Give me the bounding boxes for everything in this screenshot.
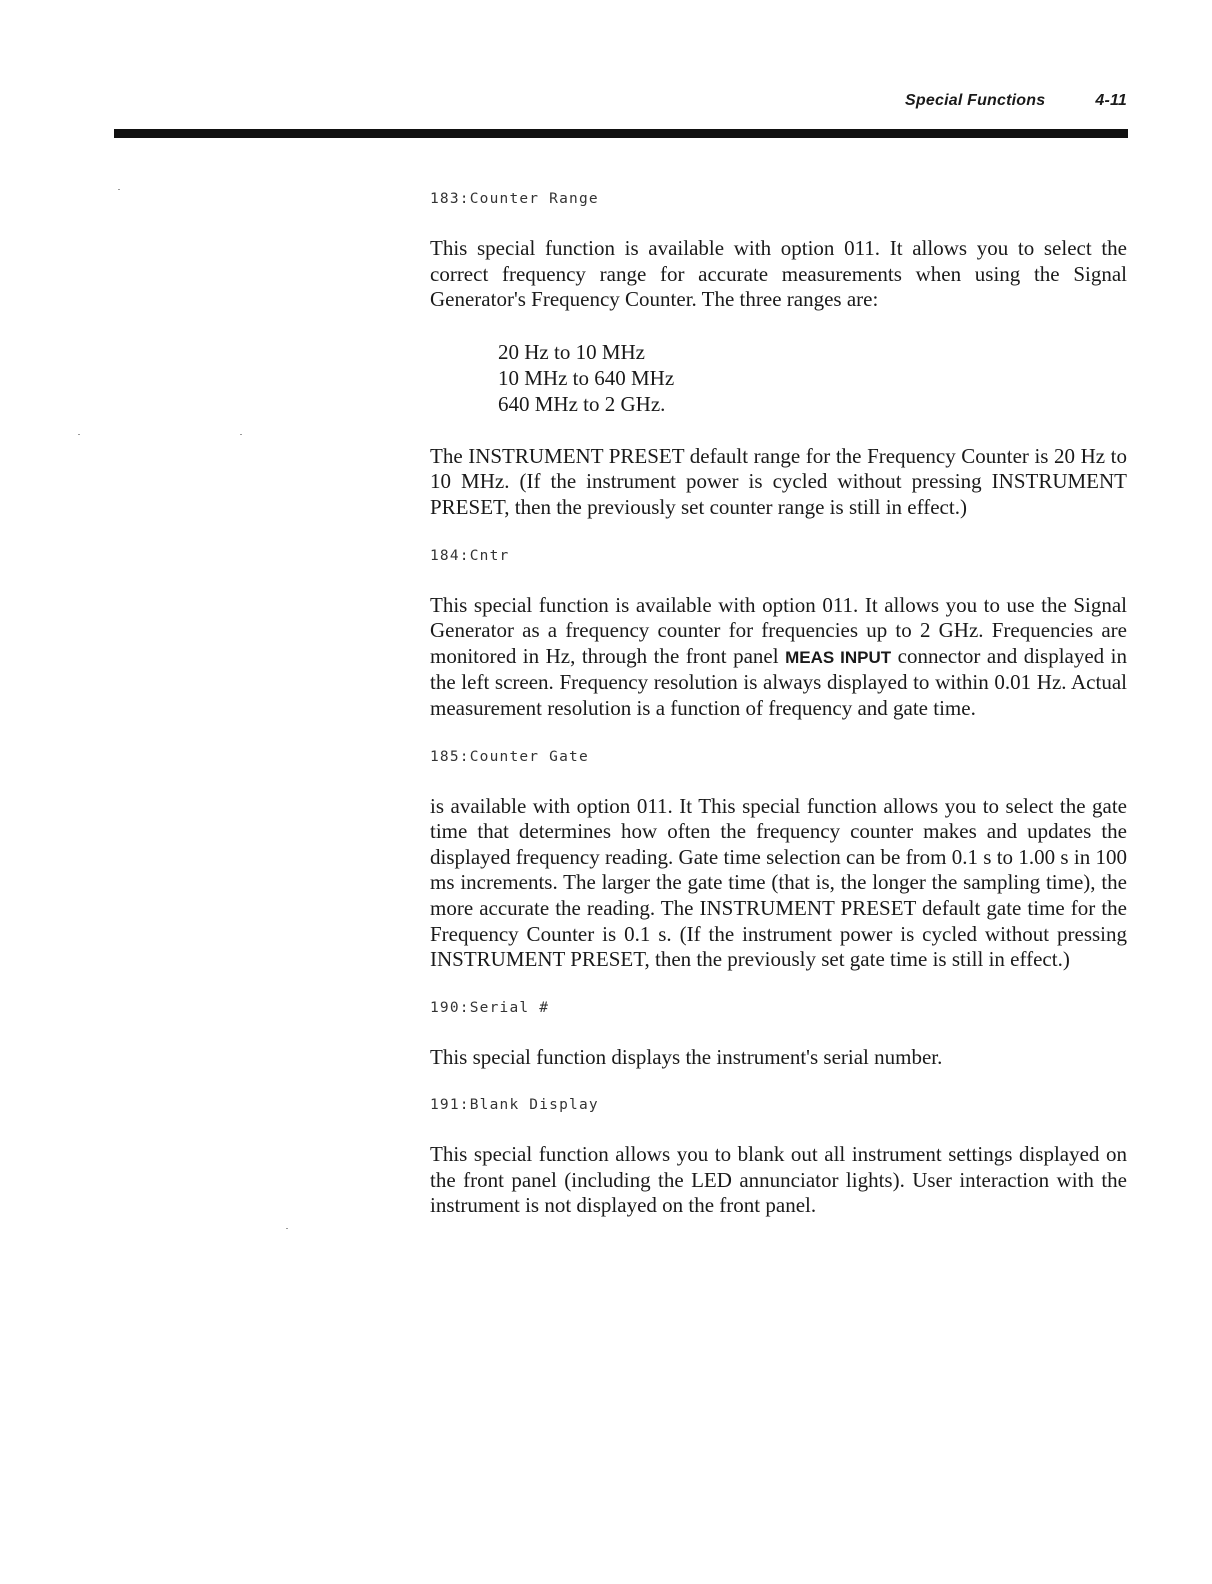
- meas-input-label: MEAS INPUT: [785, 647, 892, 667]
- header-rule: [114, 129, 1128, 138]
- page-number: 4-11: [1095, 92, 1127, 109]
- document-body: [430, 189, 1127, 1219]
- function-code-190: 190:Serial #: [430, 999, 550, 1016]
- function-code-184: 184:Cntr: [430, 547, 510, 564]
- paragraph-184-part2: connector and displayed in the left screen. Frequency resolution is always displayed to within 0.01 Hz. Actual measurement resolution is a function of frequency and gate time.: [430, 643, 1128, 720]
- paragraph-185: is available with option 011. It This special function allows you to select the gate time that determines how often the frequency counter makes and updates the displayed frequency reading. Gate time selection can be from 0.1 s to 1.00 s in 100 ms increments. The larger the gate time (that is, the longer the sampling time), the more accurate the reading. The INSTRUMENT PRESET default gate time for the Frequency Counter is 0.1 s. (If the instrument power is cycled without pressing INSTRUMENT PRESET, then the previously set gate time is still in effect.): [430, 793, 1127, 972]
- paragraph-184: [430, 593, 1127, 722]
- paragraph-184-part1: This special function is available with option 011. It allows you to use the Signal Generator as a frequency counter for frequencies up to 2 GHz. Frequencies are monitored in Hz, through the front panel: [430, 592, 1127, 668]
- scan-speck: [240, 434, 242, 435]
- function-code-183: 183:Counter Range: [430, 191, 599, 207]
- scan-speck: [118, 189, 120, 190]
- paragraph-183-intro: This special function is available with option 011. It allows you to select the correct frequency range for accurate measurements when using the Signal Generator's Frequency Counter. The three ranges are:: [430, 236, 1127, 312]
- paragraph-183-default: The INSTRUMENT PRESET default range for the Frequency Counter is 20 Hz to 10 MHz. (If the instrument power is cycled without pressing INSTRUMENT PRESET, then the previously set counter range is still in effect.): [430, 443, 1127, 519]
- function-code-185: 185:Counter Gate: [430, 748, 589, 765]
- scan-speck: [78, 434, 80, 435]
- range-list: [498, 339, 1127, 417]
- range-item: 640 MHz to 2 GHz.: [498, 391, 666, 416]
- range-item: 20 Hz to 10 MHz: [498, 339, 645, 364]
- scan-speck: [286, 1228, 288, 1229]
- page-header: [905, 92, 1127, 110]
- paragraph-191: This special function allows you to blank out all instrument settings displayed on the front panel (including the LED annunciator lights). User interaction with the instrument is not displayed on the front panel.: [430, 1142, 1127, 1218]
- paragraph-190: This special function displays the instrument's serial number.: [430, 1044, 943, 1069]
- section-title: Special Functions: [905, 92, 1046, 109]
- function-code-191: 191:Blank Display: [430, 1097, 599, 1114]
- range-item: 10 MHz to 640 MHz: [498, 365, 675, 390]
